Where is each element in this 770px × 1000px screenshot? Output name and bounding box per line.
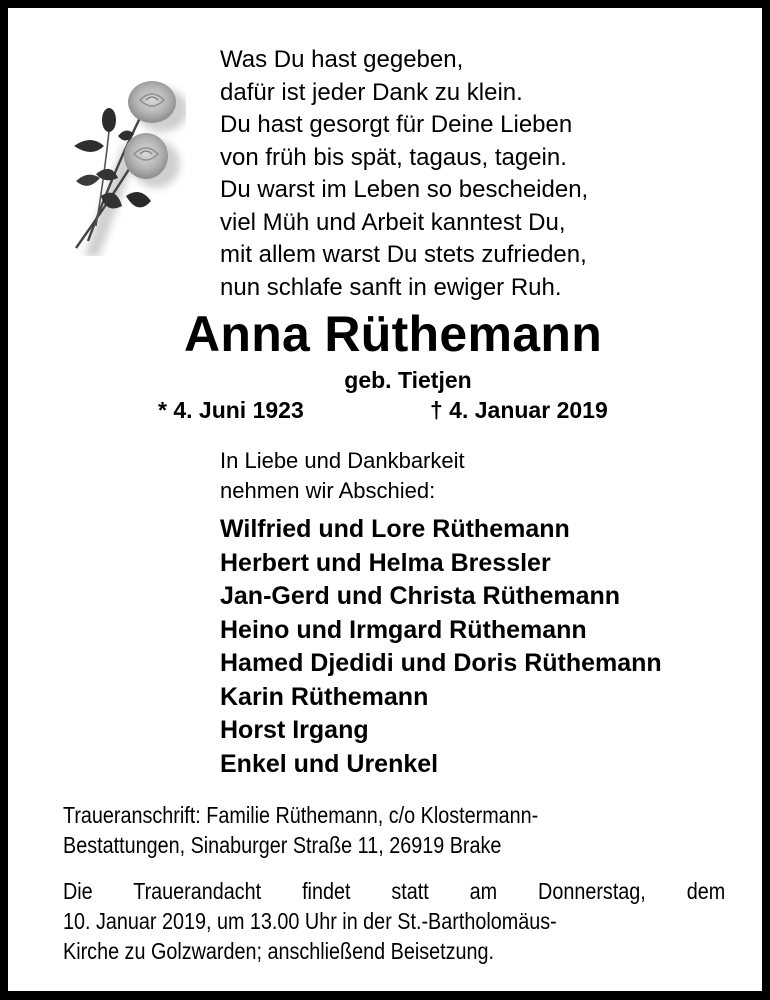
mourner: Hamed Djedidi und Doris Rüthemann: [220, 649, 662, 677]
mourner: Wilfried und Lore Rüthemann: [220, 515, 570, 543]
poem-line: von früh bis spät, tagaus, tagein.: [220, 143, 567, 171]
death-date: † 4. Januar 2019: [430, 397, 608, 423]
maiden-name: geb. Tietjen: [344, 367, 472, 393]
poem-line: nun schlafe sanft in ewiger Ruh.: [220, 273, 562, 301]
service-info: [63, 876, 725, 966]
service-line: Kirche zu Golzwarden; anschließend Beisetzung.: [63, 938, 495, 964]
poem-line: Du warst im Leben so bescheiden,: [220, 176, 589, 203]
poem-line: viel Müh und Arbeit kanntest Du,: [220, 208, 566, 236]
deceased-name: Anna Rüthemann: [183, 306, 603, 362]
farewell-text: [220, 446, 465, 506]
birth-date: * 4. Juni 1923: [158, 397, 304, 423]
poem-line: dafür ist jeder Dank zu klein.: [220, 78, 523, 106]
mourner: Herbert und Helma Bressler: [220, 548, 551, 577]
mourner: Heino und Irmgard Rüthemann: [220, 615, 587, 644]
address-line: Bestattungen, Sinaburger Straße 11, 26919 Brake: [63, 832, 502, 858]
mourner: Enkel und Urenkel: [220, 749, 439, 778]
poem-line: mit allem warst Du stets zufrieden,: [220, 241, 587, 268]
mourner: Jan-Gerd und Christa Rüthemann: [220, 582, 621, 610]
poem: [220, 44, 588, 304]
mourner: Karin Rüthemann: [220, 682, 429, 711]
roses-icon: [56, 66, 186, 256]
mourner: Horst Irgang: [220, 716, 369, 744]
farewell-line: nehmen wir Abschied:: [220, 478, 436, 503]
mourning-address: [63, 800, 725, 860]
farewell-line: In Liebe und Dankbarkeit: [220, 448, 465, 473]
poem-line: Du hast gesorgt für Deine Lieben: [220, 111, 573, 138]
address-line: Traueranschrift: Familie Rüthemann, c/o Klostermann-: [63, 802, 539, 828]
service-line: Die Trauerandacht findet statt am Donnerstag, dem: [63, 878, 726, 904]
mourners-list: [220, 513, 662, 781]
poem-line: Was Du hast gegeben,: [220, 46, 464, 73]
service-line: 10. Januar 2019, um 13.00 Uhr in der St.-Bartholomäus-: [63, 908, 557, 934]
